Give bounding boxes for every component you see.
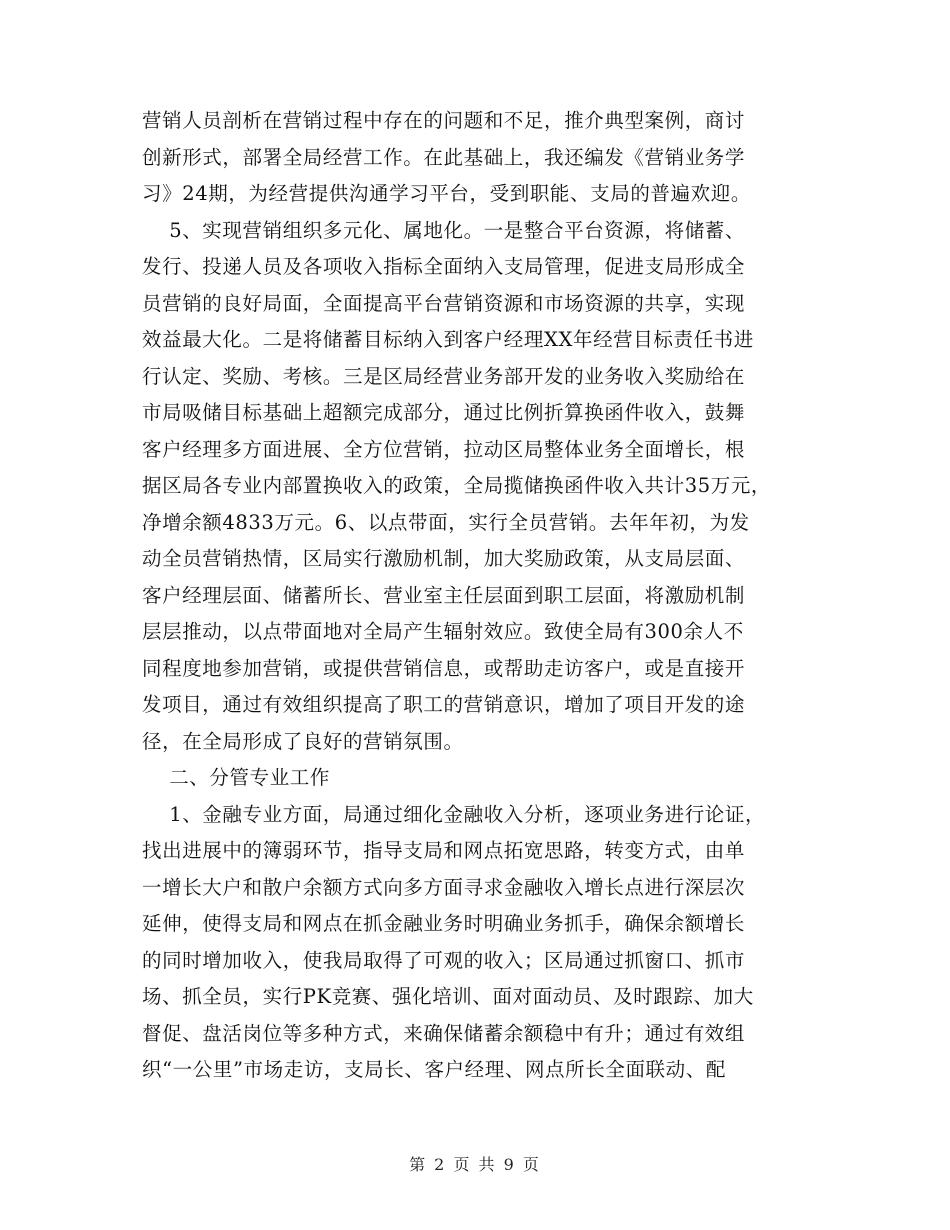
text-line: 客户经理层面、储蓄所长、营业室主任层面到职工层面，将激励机制: [142, 583, 746, 607]
text-line: 效益最大化。二是将储蓄目标纳入到客户经理XX年经营目标责任书进: [142, 328, 754, 351]
text-line: 行认定、奖励、考核。三是区局经营业务部开发的业务收入奖励给在: [142, 364, 746, 388]
text-line: 据区局各专业内部置换收入的政策，全局揽储换函件收入共计35万元，: [142, 474, 772, 497]
text-line: 客户经理多方面进展、全方位营销，拉动区局整体业务全面增长，根: [142, 437, 746, 461]
text-line: 的同时增加收入，使我局取得了可观的收入；区局通过抓窗口、抓市: [142, 948, 746, 972]
text-line: 延伸，使得支局和网点在抓金融业务时明确业务抓手，确保余额增长: [142, 912, 746, 935]
text-line: 同程度地参加营销，或提供营销信息，或帮助走访客户，或是直接开: [142, 656, 746, 680]
text-line: 创新形式，部署全局经营工作。在此基础上，我还编发《营销业务学: [142, 145, 746, 169]
text-line: 织“一公里”市场走访，支局长、客户经理、网点所长全面联动、配: [142, 1058, 726, 1081]
text-line: 员营销的良好局面，全面提高平台营销资源和市场资源的共享，实现: [142, 291, 746, 315]
text-line: 发项目，通过有效组织提高了职工的营销意识，增加了项目开发的途: [142, 693, 746, 716]
text-line: 5、实现营销组织多元化、属地化。一是整合平台资源，将储蓄、: [142, 218, 746, 242]
text-line: 市局吸储目标基础上超额完成部分，通过比例折算换函件收入，鼓舞: [142, 401, 746, 424]
text-line: 动全员营销热情，区局实行激励机制，加大奖励政策，从支局层面、: [142, 547, 746, 570]
text-line: 营销人员剖析在营销过程中存在的问题和不足，推介典型案例，商讨: [142, 109, 746, 132]
text-line: 找出进展中的簿弱环节，指导支局和网点拓宽思路，转变方式，由单: [142, 839, 746, 862]
text-line: 净增余额4833万元。6、以点带面，实行全员营销。去年年初，为发: [142, 510, 750, 534]
text-line: 发行、投递人员及各项收入指标全面纳入支局管理，促进支局形成全: [142, 255, 746, 278]
body-text: [142, 103, 822, 1089]
text-line: 二、分管专业工作: [142, 766, 330, 789]
page-footer: 第 2 页 共 9 页: [409, 1155, 541, 1174]
text-line: 场、抓全员，实行PK竞赛、强化培训、面对面动员、及时跟踪、加大: [142, 985, 754, 1008]
text-line: 一增长大户和散户余额方式向多方面寻求金融收入增长点进行深层次: [142, 875, 746, 899]
text-line: 1、金融专业方面，局通过细化金融收入分析，逐项业务进行论证，: [142, 802, 766, 826]
text-line: 督促、盘活岗位等多种方式，来确保储蓄余额稳中有升；通过有效组: [142, 1021, 746, 1045]
text-line: 径，在全局形成了良好的营销氛围。: [142, 729, 464, 753]
text-line: 层层推动，以点带面地对全局产生辐射效应。致使全局有300余人不: [142, 620, 744, 643]
text-line: 习》24期，为经营提供沟通学习平台，受到职能、支局的普遍欢迎。: [142, 182, 751, 205]
